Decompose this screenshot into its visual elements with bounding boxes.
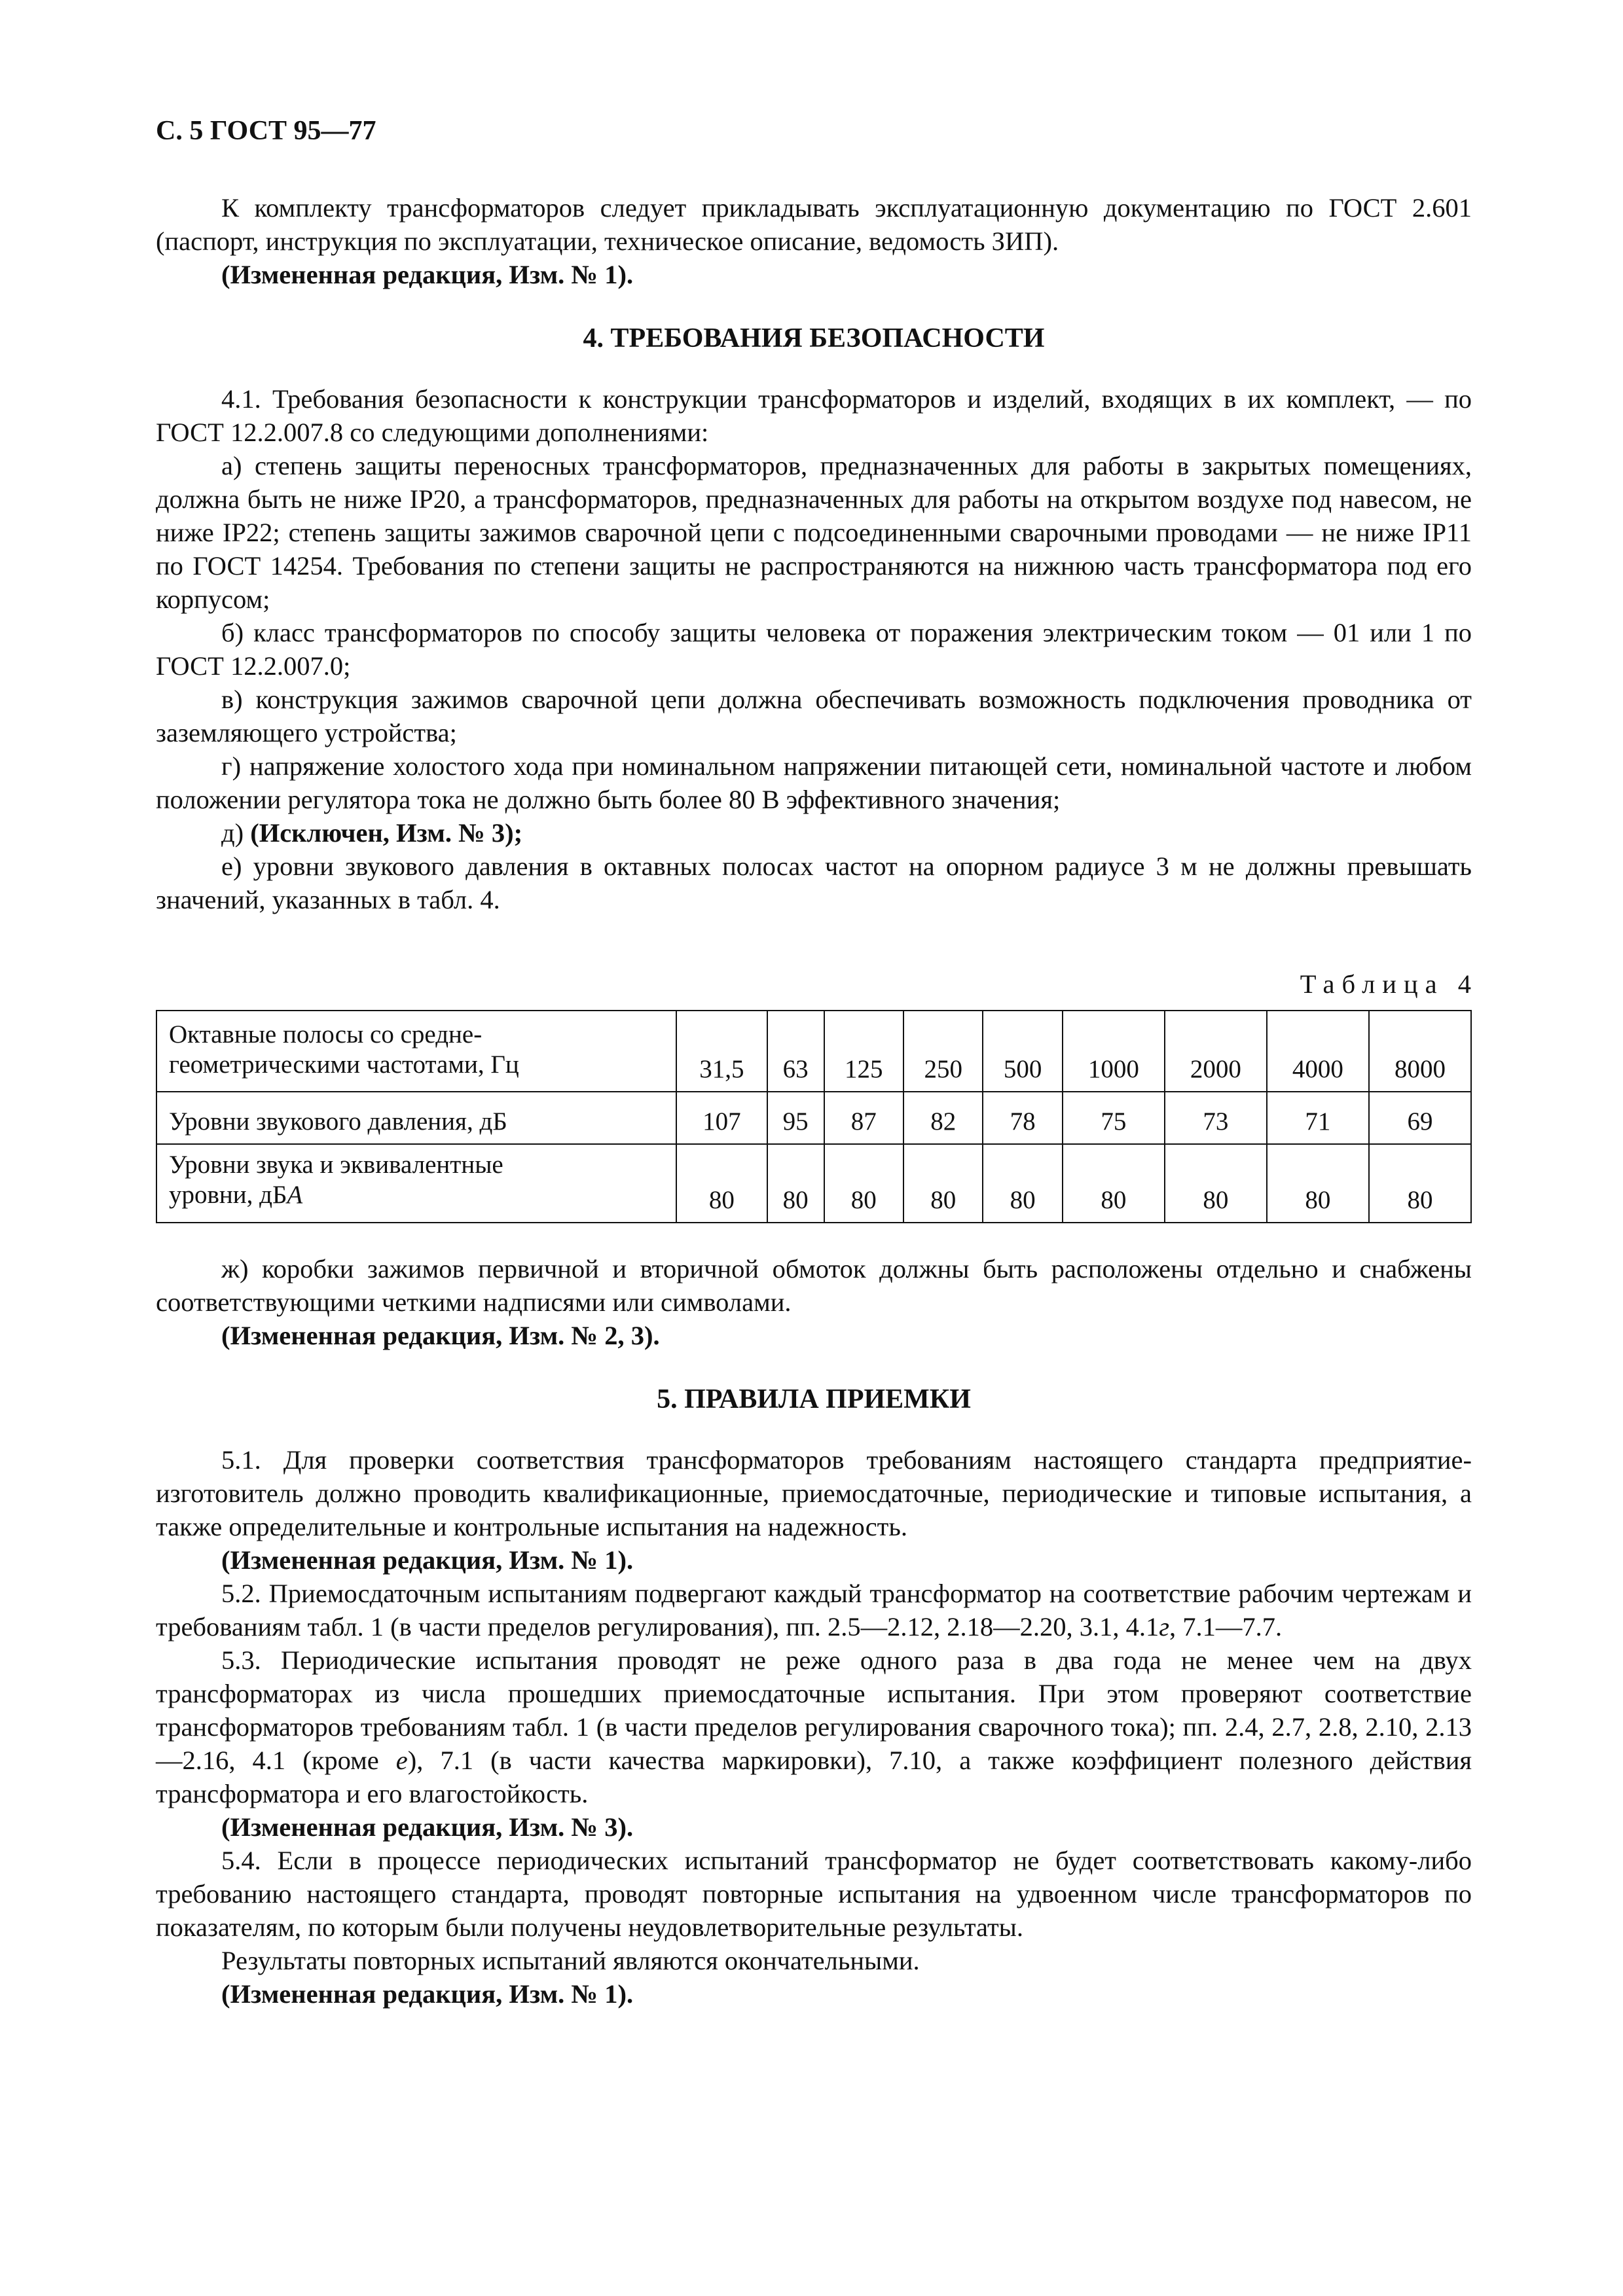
clause-4-1-e: е) уровни звукового давления в октавных полосах частот на опорном радиусе 3 м не должны превышать значений, указанных в табл. 4.	[156, 852, 1472, 914]
frequency-label-line1: Октавные полосы со средне-	[169, 1020, 483, 1049]
sound-level-label-line2: уровни, дБ	[169, 1181, 287, 1209]
clause-5-2-italic-letter: г	[1159, 1612, 1170, 1641]
clause-5-3-revision-note: (Измененная редакция, Изм. № 3).	[221, 1812, 634, 1842]
clause-5-3-text-end: ), 7.1 (в части качества маркировки), 7.10, а также коэффициент полезного действия трансформатора и его влагостойкость.	[156, 1746, 1472, 1808]
sound-level-table	[156, 1010, 1472, 1223]
clause-5-3	[156, 1643, 1472, 1810]
table-cell-sound-level-label	[156, 1144, 676, 1223]
document-body	[156, 191, 1478, 2011]
intro-paragraph: К комплекту трансформаторов следует прикладывать эксплуатационную документацию по ГОСТ 2.601 (паспорт, инструкция по эксплуатации, техническое описание, ведомость ЗИП).	[156, 193, 1472, 256]
table-cell: 4000	[1267, 1011, 1369, 1092]
table-cell: 87	[824, 1092, 903, 1144]
table-cell: 69	[1369, 1092, 1471, 1144]
table-cell: 80	[1063, 1144, 1165, 1223]
page-header: С. 5 ГОСТ 95—77	[156, 116, 376, 146]
clause-5-3-text: 5.3. Периодические испытания проводят не реже одного раза в два года не менее чем на двух трансформаторах из числа прошедших приемосдаточные испытания. При этом проверяют соответствие трансформаторов требованиям табл. 1 (в части пределов регулирования сварочного тока); пп. 2.4, 2.7, 2.8, 2.10, 2.13—2.16, 4.1 (кроме	[156, 1645, 1472, 1775]
table-cell-sound-pressure-label: Уровни звукового давления, дБ	[156, 1092, 676, 1144]
sound-level-label-line1: Уровни звука и эквивалентные	[169, 1151, 503, 1179]
table-cell: 125	[824, 1011, 903, 1092]
table-cell: 73	[1165, 1092, 1267, 1144]
clause-4-1-v: в) конструкция зажимов сварочной цепи должна обеспечивать возможность подключения проводника от заземляющего устройства;	[156, 685, 1472, 747]
clause-5-4-revision-note: (Измененная редакция, Изм. № 1).	[221, 1979, 634, 2009]
clause-5-2-text-end: , 7.1—7.7.	[1169, 1612, 1283, 1641]
table-cell: 95	[767, 1092, 824, 1144]
clause-5-2-text: 5.2. Приемосдаточным испытаниям подвергают каждый трансформатор на соответствие рабочим чертежам и требованиям табл. 1 (в части пределов регулирования), пп. 2.5—2.12, 2.18—2.20, 3.1, 4.1	[156, 1579, 1472, 1641]
clause-4-1-b: б) класс трансформаторов по способу защиты человека от поражения электрическим током — 01 или 1 по ГОСТ 12.2.007.0;	[156, 618, 1472, 681]
clause-5-3-italic-letter: е	[395, 1746, 408, 1775]
section-4-revision-note: (Измененная редакция, Изм. № 2, 3).	[221, 1321, 660, 1350]
table-cell: 82	[903, 1092, 983, 1144]
table-cell: 80	[676, 1144, 767, 1223]
table-cell: 250	[903, 1011, 983, 1092]
table-cell: 8000	[1369, 1011, 1471, 1092]
table-cell: 78	[983, 1092, 1062, 1144]
table-row-frequencies	[156, 1011, 1471, 1092]
table-cell: 107	[676, 1092, 767, 1144]
clause-4-1-g: г) напряжение холостого хода при номинальном напряжении питающей сети, номинальной частоте и любом положении регулятора тока не должно быть более 80 В эффективного значения;	[156, 751, 1472, 814]
clause-4-1-a: а) степень защиты переносных трансформаторов, предназначенных для работы в закрытых помещениях, должна быть не ниже IP20, а трансформаторов, предназначенных для работы на открытом воздухе под навесом, не ниже IP22; степень защиты зажимов сварочной цепи с подсоединенными сварочными проводами — не ниже IP11 по ГОСТ 14254. Требования по степени защиты не распространяются на нижнюю часть трансформатора под его корпусом;	[156, 451, 1472, 614]
frequency-label-line2: геометрическими частотами, Гц	[169, 1050, 519, 1079]
table-cell: 71	[1267, 1092, 1369, 1144]
table-cell: 2000	[1165, 1011, 1267, 1092]
intro-revision-note: (Измененная редакция, Изм. № 1).	[221, 260, 634, 289]
clause-5-1: 5.1. Для проверки соответствия трансформаторов требованиям настоящего стандарта предприятие-изготовитель должно проводить квалификационные, приемосдаточные, периодические и типовые испытания, а также определительные и контрольные испытания на надежность.	[156, 1445, 1472, 1541]
clause-5-2	[156, 1577, 1472, 1643]
table-cell: 80	[824, 1144, 903, 1223]
table-cell: 80	[1267, 1144, 1369, 1223]
clause-4-1: 4.1. Требования безопасности к конструкции трансформаторов и изделий, входящих в их комплект, — по ГОСТ 12.2.007.8 со следующими дополнениями:	[156, 384, 1472, 447]
clause-5-1-revision-note: (Измененная редакция, Изм. № 1).	[221, 1545, 634, 1575]
clause-4-1-d-prefix: д)	[221, 818, 251, 848]
clause-5-4-final-results: Результаты повторных испытаний являются окончательными.	[221, 1946, 920, 1975]
sound-level-label-unit-a: А	[287, 1181, 303, 1209]
section-5-title: 5. ПРАВИЛА ПРИЕМКИ	[657, 1384, 971, 1414]
table-cell-frequency-label	[156, 1011, 676, 1092]
table-4-label: Таблица 4	[1300, 969, 1478, 999]
table-cell: 500	[983, 1011, 1062, 1092]
table-cell: 63	[767, 1011, 824, 1092]
table-cell: 80	[767, 1144, 824, 1223]
table-row-sound-level	[156, 1144, 1471, 1223]
table-cell: 80	[1165, 1144, 1267, 1223]
section-4-title: 4. ТРЕБОВАНИЯ БЕЗОПАСНОСТИ	[583, 323, 1045, 353]
table-cell: 75	[1063, 1092, 1165, 1144]
table-cell: 80	[1369, 1144, 1471, 1223]
table-cell: 1000	[1063, 1011, 1165, 1092]
clause-5-4: 5.4. Если в процессе периодических испытаний трансформатор не будет соответствовать какому-либо требованию настоящего стандарта, проводят повторные испытания на удвоенном числе трансформаторов по показателям, по которым были получены неудовлетворительные результаты.	[156, 1846, 1472, 1942]
table-cell: 80	[983, 1144, 1062, 1223]
clause-4-1-d-excluded: (Исключен, Изм. № 3);	[250, 818, 523, 848]
table-cell: 31,5	[676, 1011, 767, 1092]
table-row-sound-pressure	[156, 1092, 1471, 1144]
clause-4-1-zh: ж) коробки зажимов первичной и вторичной обмоток должны быть расположены отдельно и снабжены соответствующими четкими надписями или символами.	[156, 1254, 1472, 1317]
clause-4-1-d	[156, 816, 1472, 850]
table-cell: 80	[903, 1144, 983, 1223]
